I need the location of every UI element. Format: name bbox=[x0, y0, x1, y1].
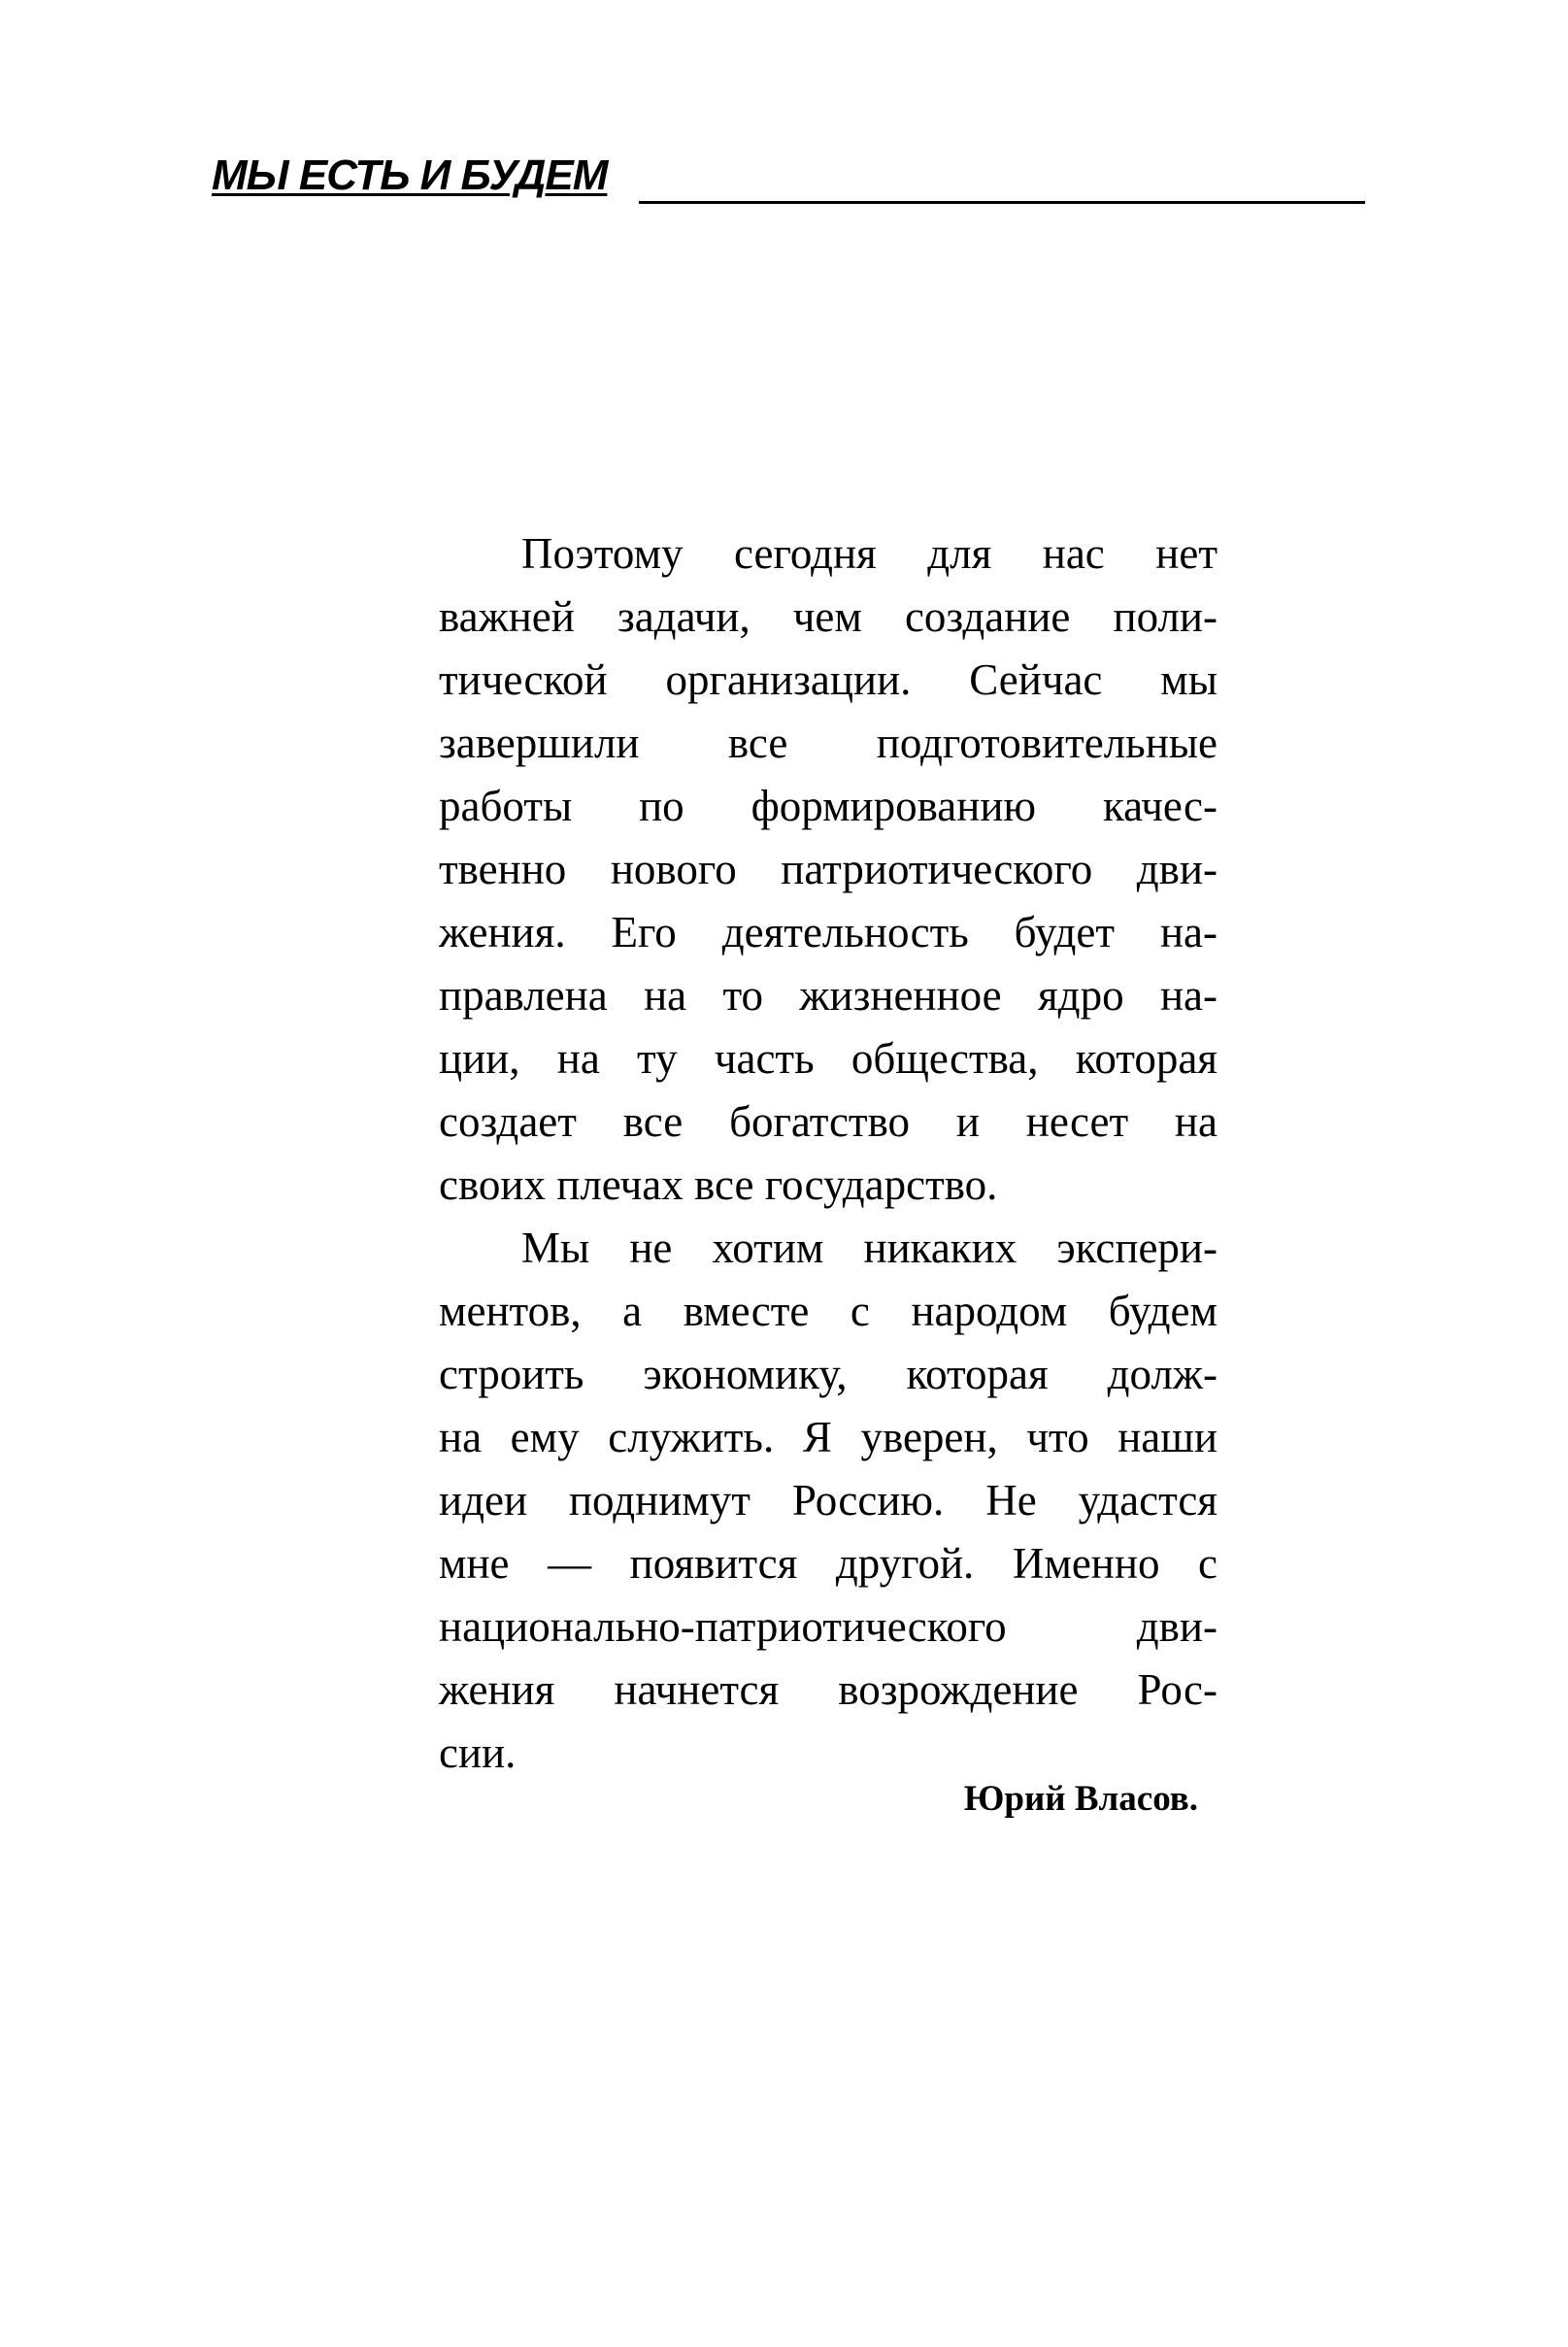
author-signature: Юрий Власов. bbox=[963, 1779, 1198, 1819]
text-line: национально-патриотического дви- bbox=[439, 1602, 1218, 1651]
paragraph-2 bbox=[439, 1217, 1218, 1785]
text-line: ментов, а вместе с народом будем bbox=[439, 1287, 1218, 1335]
text-line: Мы не хотим никаких экспери- bbox=[521, 1224, 1218, 1272]
text-line: идеи поднимут Россию. Не удастся bbox=[439, 1476, 1218, 1525]
text-line: сии. bbox=[439, 1728, 517, 1777]
article-body bbox=[439, 522, 1218, 1785]
running-head-title: МЫ ЕСТЬ И БУДЕМ bbox=[212, 151, 608, 199]
text-line: своих плечах все государство. bbox=[439, 1160, 998, 1209]
text-line: ции, на ту часть общества, которая bbox=[439, 1034, 1218, 1083]
text-line: тической организации. Сейчас мы bbox=[439, 655, 1218, 704]
text-line: на ему служить. Я уверен, что наши bbox=[439, 1413, 1218, 1461]
running-head bbox=[212, 150, 1365, 206]
text-line: правлена на то жизненное ядро на- bbox=[439, 971, 1218, 1020]
running-head-rule bbox=[639, 201, 1365, 204]
text-line: жения начнется возрождение Рос- bbox=[439, 1665, 1218, 1714]
text-line: жения. Его деятельность будет на- bbox=[439, 908, 1218, 956]
text-line: строить экономику, которая долж- bbox=[439, 1350, 1218, 1398]
text-line: мне — появится другой. Именно с bbox=[439, 1539, 1218, 1588]
text-line: Поэтому сегодня для нас нет bbox=[521, 529, 1218, 578]
text-line: завершили все подготовительные bbox=[439, 719, 1218, 767]
text-line: работы по формированию качес- bbox=[439, 782, 1218, 830]
text-line: твенно нового патриотического дви- bbox=[439, 845, 1218, 893]
text-line: создает все богатство и несет на bbox=[439, 1097, 1218, 1146]
text-line: важней задачи, чем создание поли- bbox=[439, 592, 1218, 641]
paragraph-1 bbox=[439, 522, 1218, 1217]
